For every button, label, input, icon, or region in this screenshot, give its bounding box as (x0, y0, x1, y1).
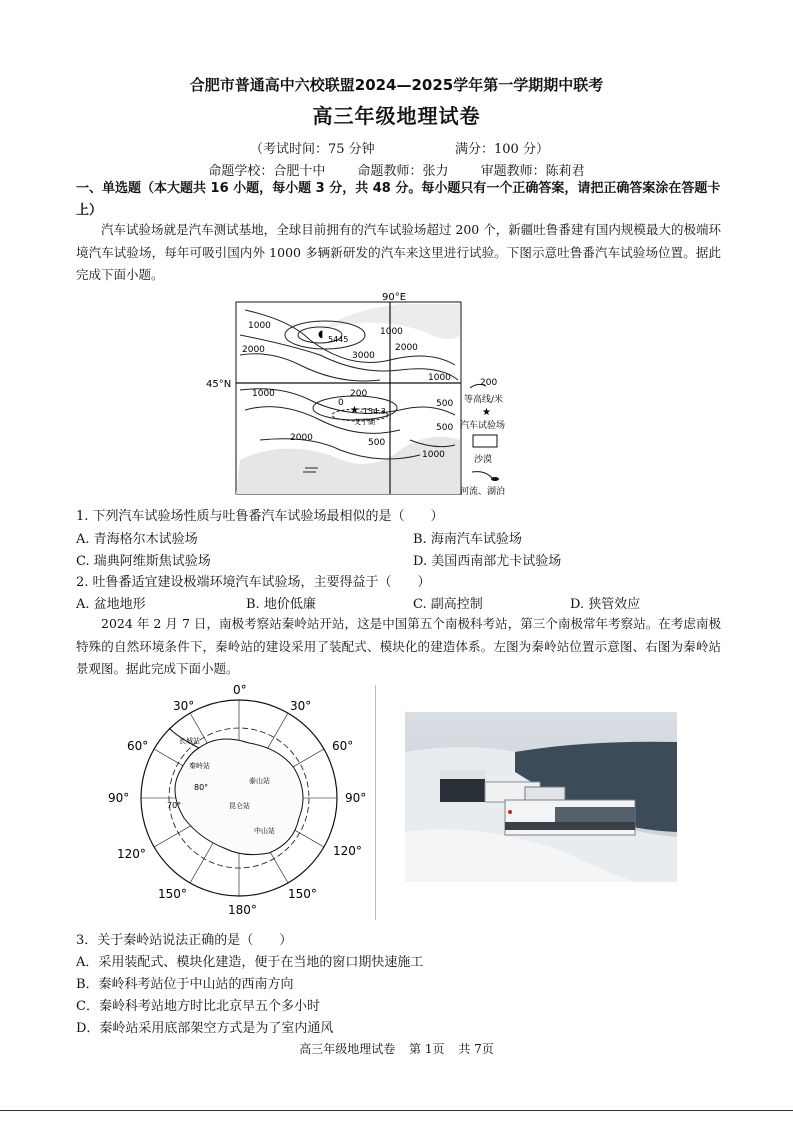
figure-divider (375, 685, 376, 920)
lon-label: 60° (332, 739, 354, 753)
lat-label: 80° (194, 783, 209, 792)
q2-option-b[interactable]: B. 地价低廉 (246, 597, 316, 612)
legend-desert-label: 沙漠 (474, 455, 493, 465)
exam-title-line1: 合肥市普通高中六校联盟2024—2025学年第一学期期中联考 (189, 76, 604, 94)
contour-label: 5445 (328, 335, 349, 344)
lon-label: 30° (290, 699, 312, 713)
lon-label: 120° (333, 844, 362, 858)
bottom-rule (0, 1110, 793, 1111)
station-label: 泰山站 (249, 777, 270, 785)
footer-page: 第 1页 (409, 1042, 445, 1056)
station-label: 秦岭站 (189, 762, 210, 770)
station-label: 长城站 (179, 737, 200, 745)
legend-site-label: 汽车试验场 (460, 421, 506, 431)
station-label: 中山站 (254, 827, 275, 835)
longitude-label: 90°E (382, 292, 407, 303)
lake-label: 艾丁湖 (354, 418, 375, 426)
footer-total: 共 7页 (458, 1042, 494, 1056)
exam-credits (0, 160, 793, 179)
lon-label: 90° (345, 791, 367, 805)
contour-label: 2000 (395, 343, 418, 353)
lon-label: 30° (173, 699, 195, 713)
contour-label: 1000 (422, 450, 445, 460)
passage-2: 2024 年 2 月 7 日，南极考察站秦岭站开站，这是中国第五个南极科考站，第三个南极常年考察站。在考虑南极特殊的自然环境条件下，秦岭站的建设采用了装配式、模块化的建造体系。左图为秦岭站位置示意图、右图为秦岭站景观图。据此完成下面小题。 (76, 616, 721, 676)
contour-label: 1000 (380, 327, 403, 337)
school: 命题学校：合肥十中 (208, 164, 326, 179)
turpan-map (200, 290, 530, 500)
legend-contour-sample: 200 (480, 378, 498, 388)
contour-label: 500 (436, 423, 454, 433)
contour-label: 1000 (428, 373, 451, 383)
q3-option-b[interactable]: B．秦岭科考站位于中山站的西南方向 (76, 977, 294, 992)
lon-label: 120° (117, 847, 146, 861)
contour-label: 3000 (352, 351, 375, 361)
contour-label: 1000 (248, 321, 271, 331)
q1-option-b[interactable]: B. 海南汽车试验场 (413, 532, 522, 547)
lon-label: 60° (127, 739, 149, 753)
peak-icon: ◖ (318, 329, 324, 340)
q1-option-c[interactable]: C. 瑞典阿维斯焦试验场 (76, 554, 211, 569)
contour-label: 0 (338, 398, 344, 408)
q2-option-c[interactable]: C. 副高控制 (413, 597, 483, 612)
test-site-star-icon: ★ (350, 405, 359, 416)
q3-option-d[interactable]: D．秦岭站采用底部架空方式是为了室内通风 (76, 1021, 334, 1036)
passage-1: 汽车试验场就是汽车测试基地，全球目前拥有的汽车试验场超过 200 个，新疆吐鲁番建有国内规模最大的极端环境汽车试验场，每年可吸引国内外 1000 多辆新研发的汽车来这里进行试验。下图示意吐鲁番汽车试验场位置。据此完成下面小题。 (76, 222, 721, 282)
qinling-station-photo (405, 712, 677, 882)
contour-label: 200 (350, 389, 368, 399)
lon-label: 150° (288, 887, 317, 901)
q3-stem: 3．关于秦岭站说法正确的是（ ） (76, 933, 293, 948)
teacher: 命题教师：张力 (357, 164, 449, 179)
exam-time: （考试时间：75 分钟 (250, 142, 375, 157)
contour-label: 2000 (242, 345, 265, 355)
full-score: 满分：100 分） (455, 142, 549, 157)
station-label: 昆仑站 (229, 802, 250, 810)
legend-desert-box (473, 435, 497, 447)
legend-contour-label: 等高线/米 (464, 395, 504, 405)
q1-option-a[interactable]: A. 青海格尔木试验场 (76, 532, 198, 547)
lat-label: 70° (167, 801, 182, 810)
antarctic-polar-map (100, 680, 380, 920)
section-heading: 一、单选题（本大题共 16 小题，每小题 3 分，共 48 分。每小题只有一个正确答案，请把正确答案涂在答题卡上） (76, 181, 721, 218)
q3-option-c[interactable]: C．秦岭科考站地方时比北京早五个多小时 (76, 999, 320, 1014)
contour-label: 500 (368, 438, 386, 448)
lon-label: 150° (158, 887, 187, 901)
lon-label: 180° (228, 903, 257, 917)
lon-label: 90° (108, 791, 130, 805)
reviewer: 审题教师：陈莉君 (480, 164, 585, 179)
footer-name: 高三年级地理试卷 (299, 1042, 396, 1056)
q2-stem: 2. 吐鲁番适宜建设极端环境汽车试验场，主要得益于（ ） (76, 575, 431, 590)
page-footer (0, 1040, 793, 1057)
contour-label: -154.3 (360, 407, 386, 416)
contour-label: 500 (436, 399, 454, 409)
contour-label: 2000 (290, 433, 313, 443)
q1-option-d[interactable]: D. 美国西南部尤卡试验场 (413, 554, 562, 569)
latitude-label: 45°N (206, 379, 232, 390)
contour-label: 1000 (252, 389, 275, 399)
q1-stem: 1. 下列汽车试验场性质与吐鲁番汽车试验场最相似的是（ ） (76, 509, 444, 524)
q3-option-a[interactable]: A．采用装配式、模块化建造，便于在当地的窗口期快速施工 (76, 955, 424, 970)
lon-label: 0° (233, 683, 247, 697)
legend-star-icon: ★ (482, 407, 491, 418)
q2-option-a[interactable]: A. 盆地地形 (76, 597, 146, 612)
q2-option-d[interactable]: D. 狭管效应 (570, 597, 641, 612)
legend-river-label: 河流、湖泊 (460, 487, 506, 497)
exam-title-line2: 高三年级地理试卷 (312, 104, 481, 128)
